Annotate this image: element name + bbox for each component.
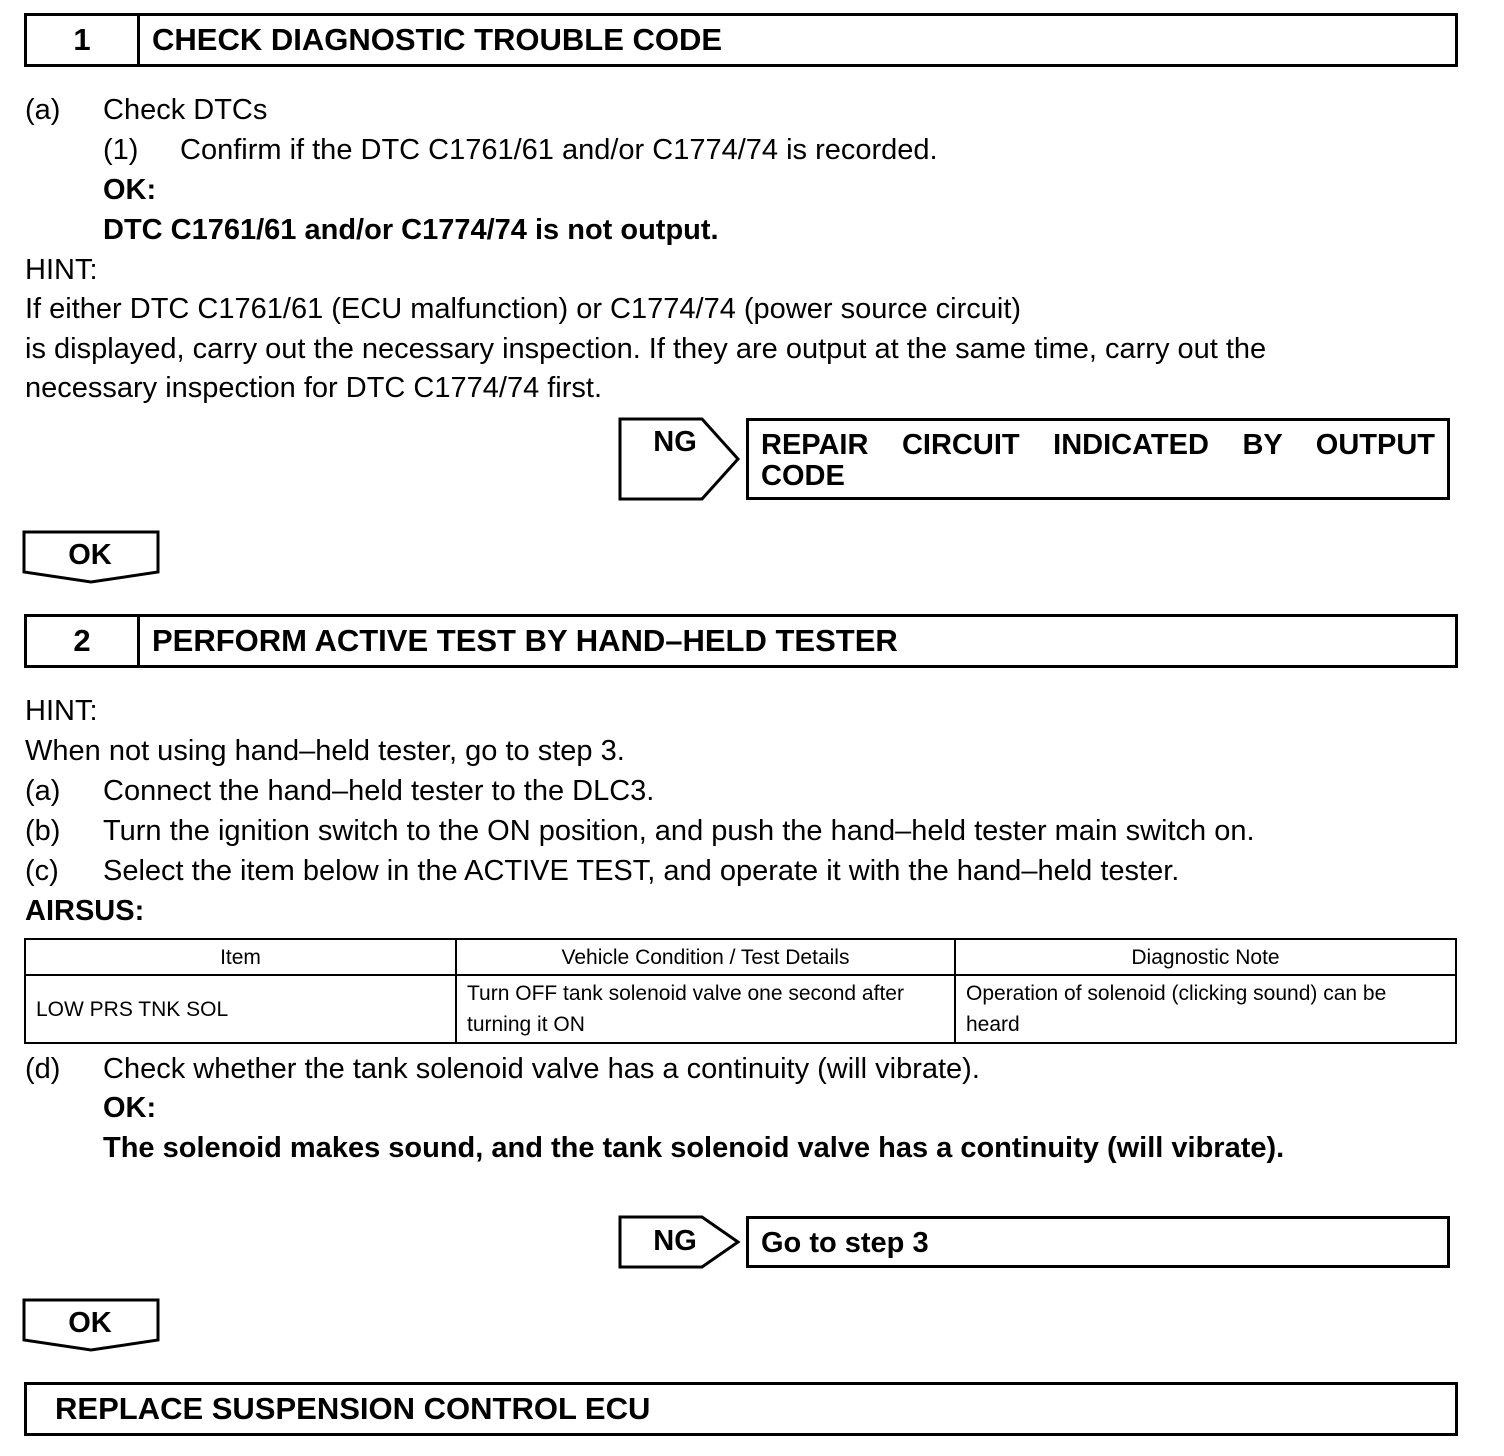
hint-line: necessary inspection for DTC C1774/74 first. bbox=[25, 372, 603, 404]
sub-item-label: (1) bbox=[103, 134, 139, 166]
ng-action-line: CODE bbox=[761, 460, 845, 492]
ok-criteria-label: OK: bbox=[103, 174, 157, 206]
item-label: (a) bbox=[25, 94, 61, 126]
step-number: 2 bbox=[27, 617, 140, 665]
table-header: Item bbox=[25, 939, 456, 975]
hint-line: is displayed, carry out the necessary inspection. If they are output at the same time, carry out the bbox=[25, 333, 1267, 365]
step-title: PERFORM ACTIVE TEST BY HAND–HELD TESTER bbox=[152, 623, 898, 658]
ok-arrow-label: OK bbox=[68, 1307, 112, 1339]
item-label: (b) bbox=[25, 815, 61, 847]
item-text: Select the item below in the ACTIVE TEST, and operate it with the hand–held tester. bbox=[103, 855, 1180, 887]
ok-criteria-text: The solenoid makes sound, and the tank solenoid valve has a continuity (will vibrate). bbox=[103, 1132, 1285, 1164]
hint-line: If either DTC C1761/61 (ECU malfunction) or C1774/74 (power source circuit) bbox=[25, 293, 1022, 325]
final-action-box bbox=[24, 1382, 1458, 1436]
table-cell: LOW PRS TNK SOL bbox=[25, 975, 456, 1043]
item-label: (d) bbox=[25, 1053, 61, 1085]
table-header: Vehicle Condition / Test Details bbox=[456, 939, 955, 975]
item-text: Connect the hand–held tester to the DLC3. bbox=[103, 775, 655, 807]
hint-label: HINT: bbox=[25, 695, 98, 727]
item-label: (a) bbox=[25, 775, 61, 807]
hint-text: When not using hand–held tester, go to step 3. bbox=[25, 735, 625, 767]
step-title: CHECK DIAGNOSTIC TROUBLE CODE bbox=[152, 22, 723, 57]
ok-criteria-text: DTC C1761/61 and/or C1774/74 is not output. bbox=[103, 214, 719, 246]
final-action-title: REPLACE SUSPENSION CONTROL ECU bbox=[55, 1391, 651, 1426]
ok-criteria-label: OK: bbox=[103, 1092, 157, 1124]
active-test-table bbox=[24, 938, 1457, 1044]
table-row bbox=[25, 975, 1456, 1043]
ng-action-text: Go to step 3 bbox=[761, 1227, 929, 1259]
step-1-header bbox=[24, 13, 1458, 67]
ok-arrow-label: OK bbox=[68, 539, 112, 571]
system-label: AIRSUS: bbox=[25, 895, 145, 927]
item-label: (c) bbox=[25, 855, 59, 887]
table-header-row bbox=[25, 939, 1456, 975]
table-cell: Operation of solenoid (clicking sound) can be heard bbox=[955, 975, 1456, 1043]
table-header: Diagnostic Note bbox=[955, 939, 1456, 975]
step-2-header bbox=[24, 614, 1458, 668]
table-cell: Turn OFF tank solenoid valve one second after turning it ON bbox=[456, 975, 955, 1043]
item-text: Turn the ignition switch to the ON position, and push the hand–held tester main switch on. bbox=[103, 815, 1255, 847]
item-text: Check whether the tank solenoid valve has a continuity (will vibrate). bbox=[103, 1053, 980, 1085]
ng-action-box bbox=[746, 1216, 1450, 1268]
item-text: Check DTCs bbox=[103, 94, 268, 126]
ng-label: NG bbox=[653, 1225, 697, 1257]
step-number: 1 bbox=[27, 16, 140, 64]
ng-label: NG bbox=[653, 426, 697, 458]
ng-action-line: REPAIR CIRCUIT INDICATED BY OUTPUT bbox=[761, 429, 1435, 461]
ng-action-box bbox=[746, 418, 1450, 500]
sub-item-text: Confirm if the DTC C1761/61 and/or C1774/74 is recorded. bbox=[180, 134, 938, 166]
hint-label: HINT: bbox=[25, 254, 98, 286]
